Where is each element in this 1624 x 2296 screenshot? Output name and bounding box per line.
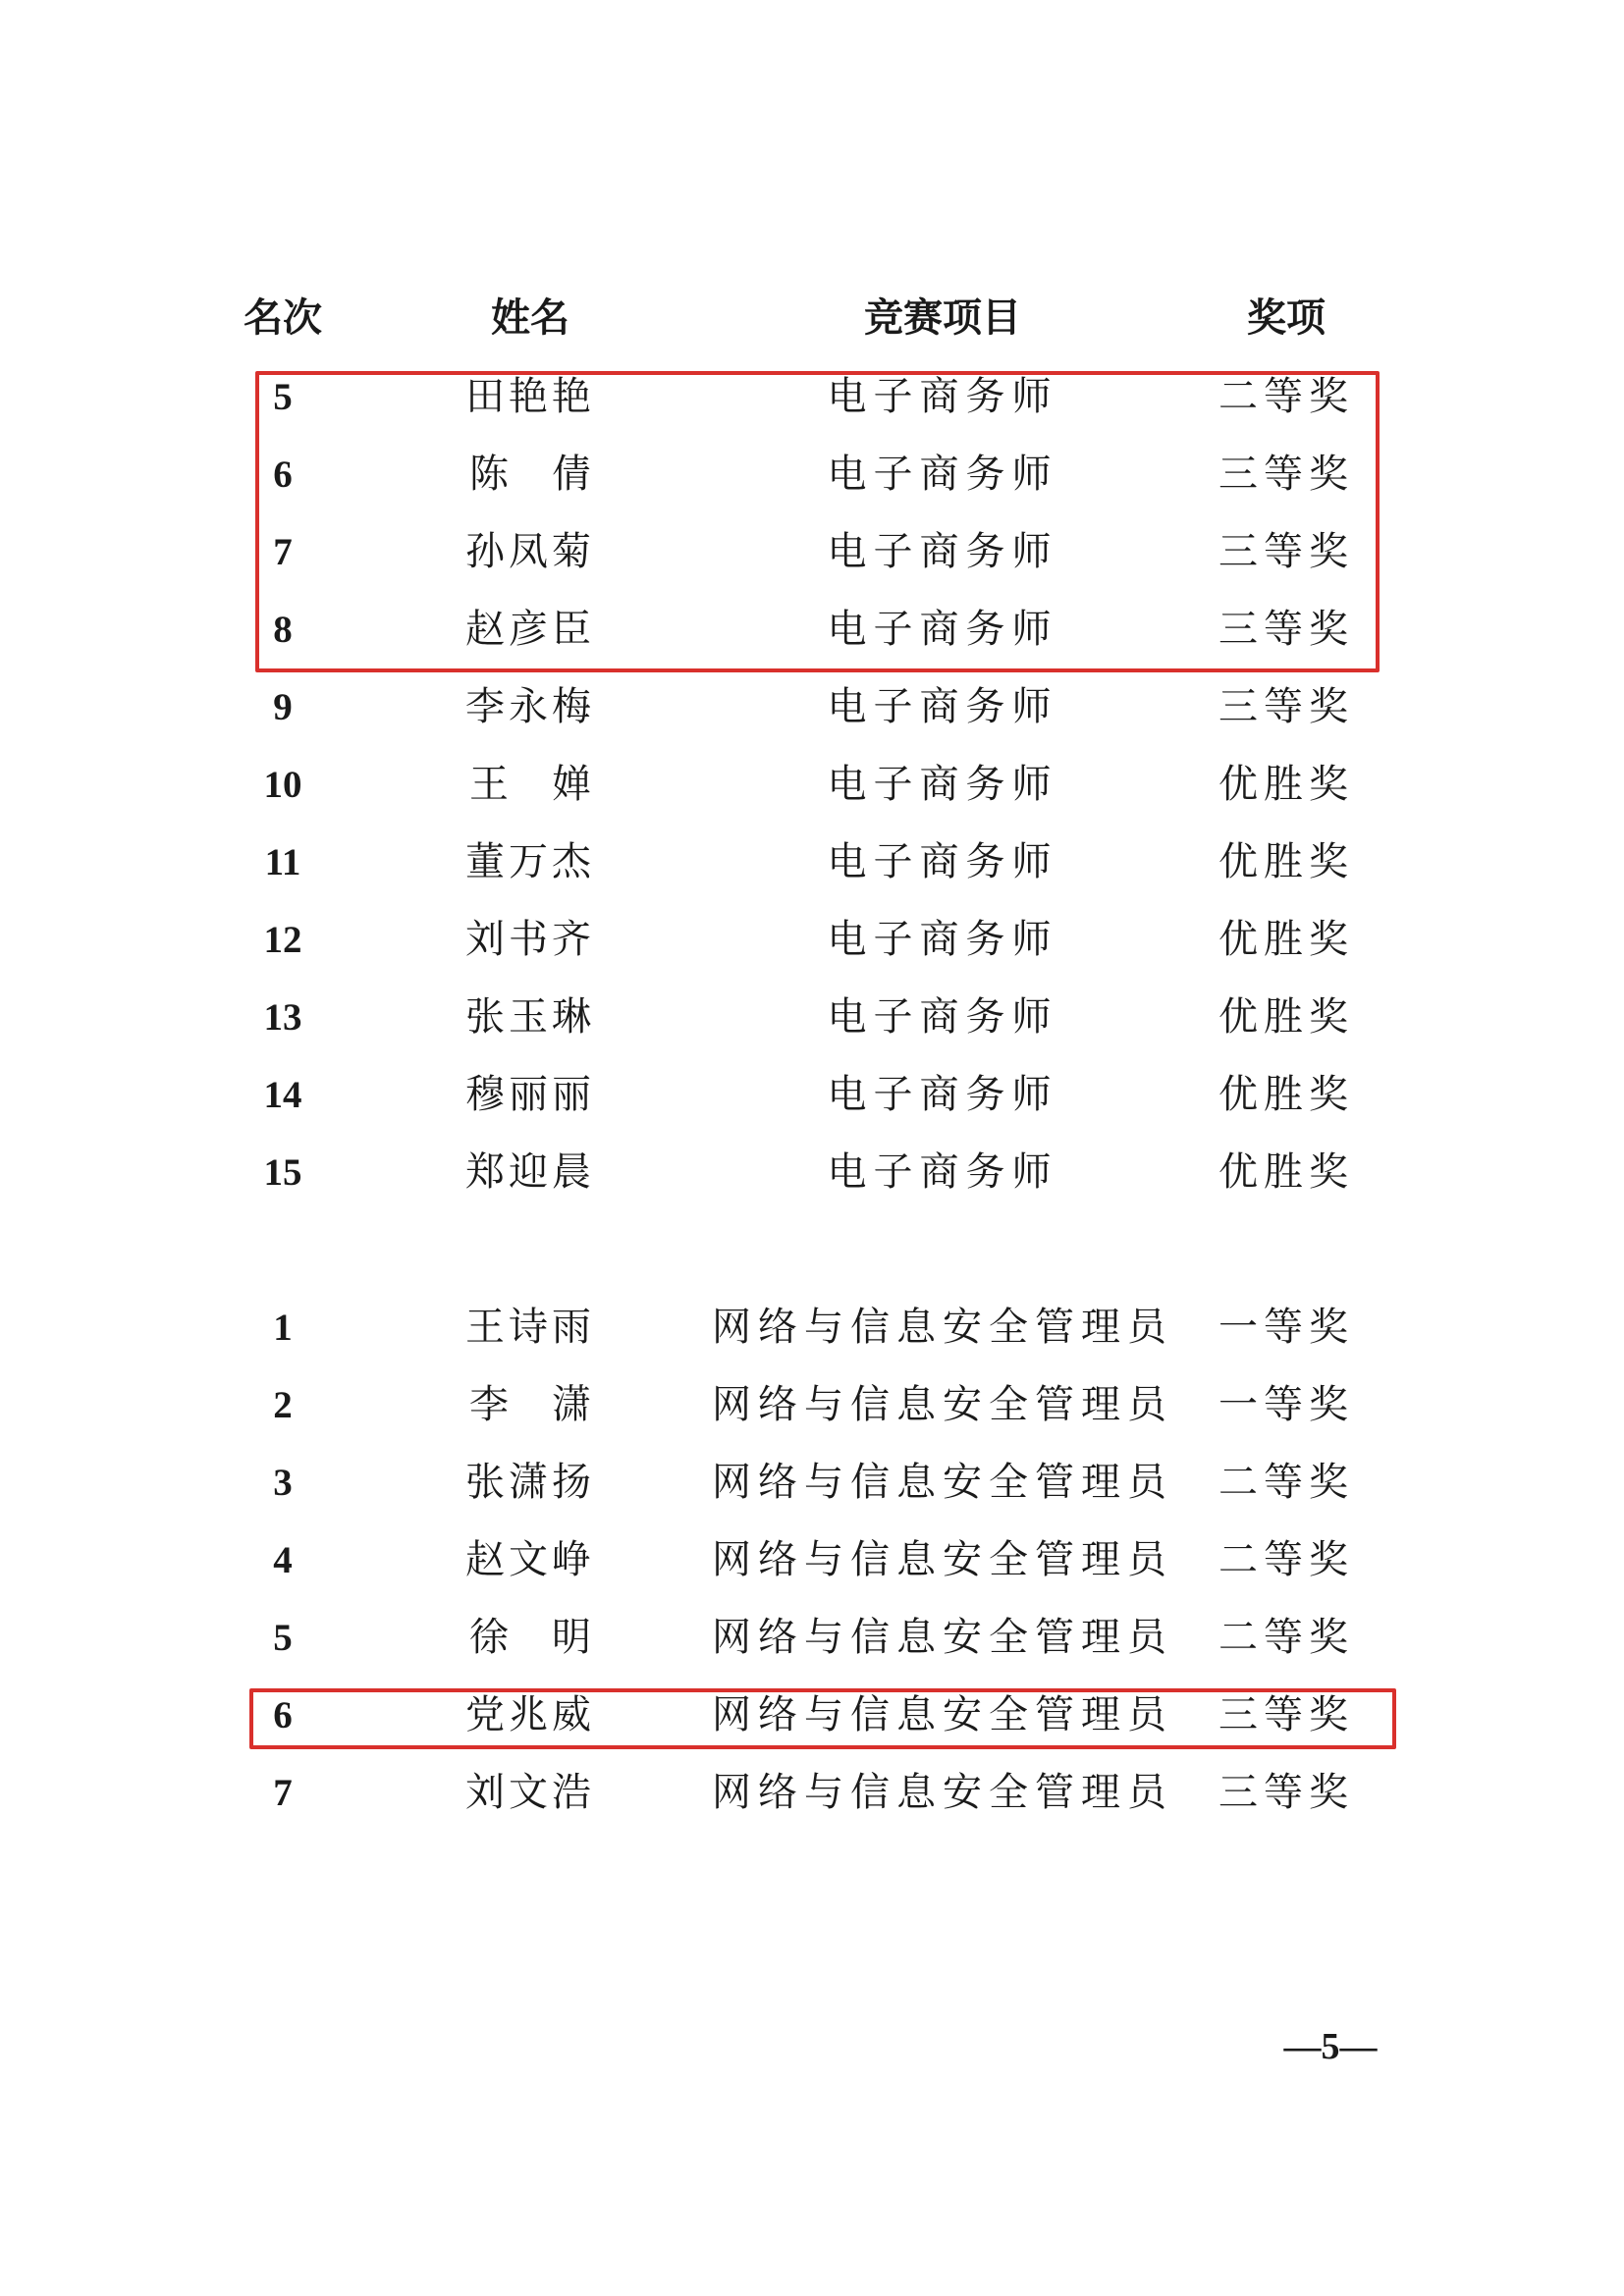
name-text: 陈倩 (469, 452, 591, 497)
name-cell (432, 746, 628, 824)
table-row (0, 1522, 1624, 1599)
highlight-box-group1 (255, 371, 1380, 672)
rank-cell: 7 (273, 531, 293, 573)
rank-cell: 5 (273, 1617, 293, 1659)
project-cell: 电子商务师 (827, 607, 1058, 652)
award-cell: 三等奖 (1218, 452, 1354, 497)
table-row (0, 1134, 1624, 1211)
award-cell: 三等奖 (1218, 684, 1354, 729)
name-cell: 赵文峥 (465, 1537, 595, 1582)
name-cell: 董万杰 (465, 839, 595, 884)
rank-cell: 13 (263, 996, 302, 1039)
rank-cell: 6 (273, 1694, 293, 1736)
name-text: 王婵 (469, 762, 591, 807)
award-cell: 优胜奖 (1218, 1149, 1354, 1195)
page-number: —5— (1283, 2026, 1378, 2067)
project-cell: 网络与信息安全管理员 (712, 1382, 1173, 1427)
rank-cell: 4 (273, 1539, 293, 1581)
award-cell: 优胜奖 (1218, 839, 1354, 884)
header-project: 竞赛项目 (864, 295, 1021, 341)
award-cell: 优胜奖 (1218, 917, 1354, 962)
project-cell: 电子商务师 (827, 917, 1058, 962)
rank-cell: 12 (263, 919, 302, 961)
award-cell: 二等奖 (1218, 1537, 1354, 1582)
table-row (0, 1444, 1624, 1522)
project-cell: 电子商务师 (827, 762, 1058, 807)
highlight-box-group2 (249, 1688, 1396, 1749)
name-cell: 张潇扬 (465, 1460, 595, 1505)
award-cell: 优胜奖 (1218, 762, 1354, 807)
project-cell: 网络与信息安全管理员 (712, 1305, 1173, 1350)
project-cell: 网络与信息安全管理员 (712, 1615, 1173, 1660)
award-cell: 一等奖 (1218, 1382, 1354, 1427)
name-cell: 王诗雨 (465, 1305, 595, 1350)
header-rank: 名次 (244, 295, 322, 341)
table-row (0, 901, 1624, 979)
award-cell: 二等奖 (1218, 374, 1354, 419)
award-cell: 二等奖 (1218, 1460, 1354, 1505)
table-row (0, 746, 1624, 824)
table-row (0, 824, 1624, 901)
project-cell: 电子商务师 (827, 1149, 1058, 1195)
table-row (0, 1056, 1624, 1134)
name-cell: 刘书齐 (465, 917, 595, 962)
rank-cell: 9 (273, 686, 293, 728)
rank-cell: 15 (263, 1151, 302, 1194)
table-header (0, 280, 1624, 357)
name-cell: 刘文浩 (465, 1770, 595, 1815)
award-cell: 二等奖 (1218, 1615, 1354, 1660)
project-cell: 网络与信息安全管理员 (712, 1460, 1173, 1505)
award-cell: 一等奖 (1218, 1305, 1354, 1350)
project-cell: 电子商务师 (827, 684, 1058, 729)
name-cell: 李永梅 (465, 684, 595, 729)
award-cell: 优胜奖 (1218, 1072, 1354, 1117)
name-cell: 张玉琳 (465, 994, 595, 1040)
rank-cell: 14 (263, 1074, 302, 1116)
name-text: 徐明 (469, 1615, 591, 1660)
table-row (0, 1289, 1624, 1366)
name-cell: 穆丽丽 (465, 1072, 595, 1117)
table-row (0, 1754, 1624, 1832)
table-row (0, 1366, 1624, 1444)
project-cell: 电子商务师 (827, 1072, 1058, 1117)
award-cell: 优胜奖 (1218, 994, 1354, 1040)
project-cell: 网络与信息安全管理员 (712, 1692, 1173, 1737)
award-cell: 三等奖 (1218, 1770, 1354, 1815)
rank-cell: 2 (273, 1384, 293, 1426)
name-cell: 赵彦臣 (465, 607, 595, 652)
project-cell: 网络与信息安全管理员 (712, 1537, 1173, 1582)
name-cell: 孙凤菊 (465, 529, 595, 574)
rank-cell: 8 (273, 609, 293, 651)
project-cell: 电子商务师 (827, 839, 1058, 884)
rank-cell: 6 (273, 454, 293, 496)
project-cell: 网络与信息安全管理员 (712, 1770, 1173, 1815)
rank-cell: 10 (263, 764, 302, 806)
award-cell: 三等奖 (1218, 1692, 1354, 1737)
name-cell (432, 1599, 628, 1677)
header-name: 姓名 (491, 295, 569, 341)
table-row (0, 1599, 1624, 1677)
project-cell: 电子商务师 (827, 374, 1058, 419)
header-award: 奖项 (1247, 295, 1326, 341)
project-cell: 电子商务师 (827, 529, 1058, 574)
rank-cell: 1 (273, 1307, 293, 1349)
award-cell: 三等奖 (1218, 607, 1354, 652)
name-text: 李潇 (469, 1382, 591, 1427)
project-cell: 电子商务师 (827, 452, 1058, 497)
rank-cell: 11 (264, 841, 301, 883)
rank-cell: 3 (273, 1462, 293, 1504)
name-cell (432, 1366, 628, 1444)
table-row (0, 979, 1624, 1056)
rank-cell: 5 (273, 376, 293, 418)
name-cell: 田艳艳 (465, 374, 595, 419)
rank-cell: 7 (273, 1772, 293, 1814)
name-cell: 郑迎晨 (465, 1149, 595, 1195)
name-cell: 党兆威 (465, 1692, 595, 1737)
project-cell: 电子商务师 (827, 994, 1058, 1040)
award-cell: 三等奖 (1218, 529, 1354, 574)
table-row (0, 668, 1624, 746)
